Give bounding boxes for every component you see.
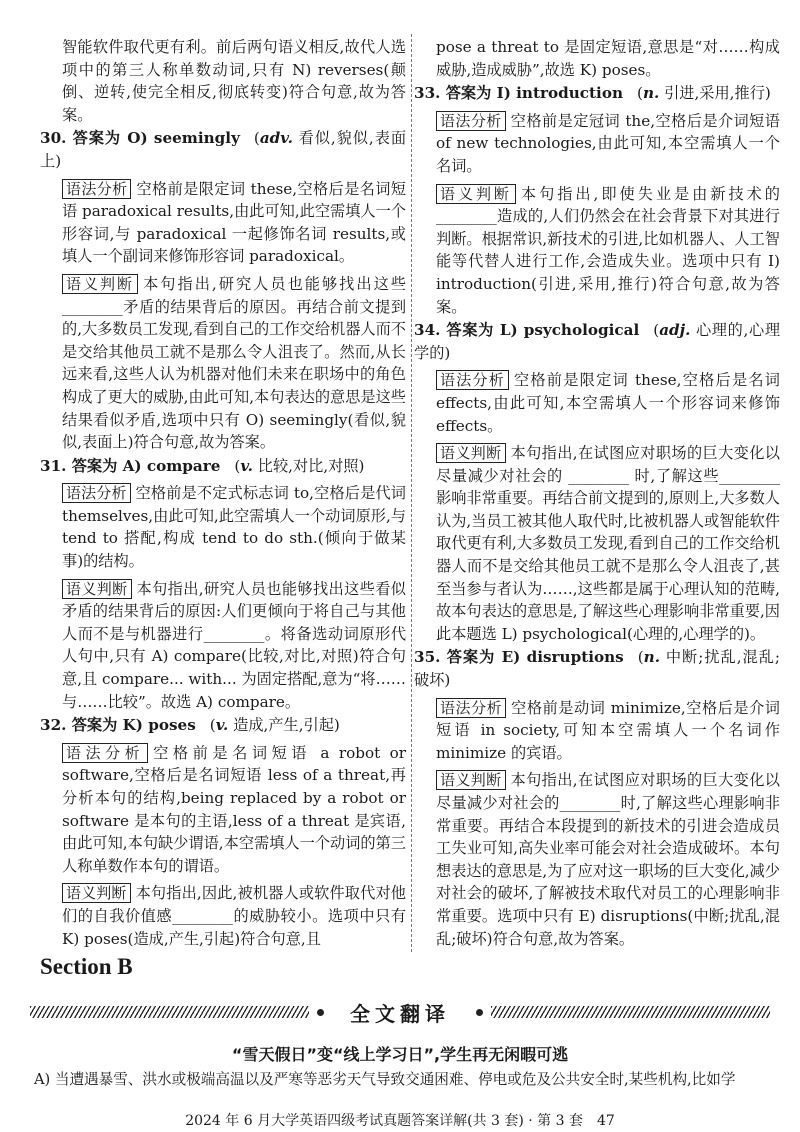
semantic-analysis [414,183,780,319]
continuation-text: 智能软件取代更有利。前后两句语义相反,故代人选项中的第三人称单数动词,只有 N) reverses(颠倒、逆转,使完全相反,彻底转变)符合句意,故为答案。 [62,38,406,124]
grammar-analysis [414,697,780,765]
answer: 答案为 K) poses [71,716,196,735]
grammar-tag: 语法分析 [62,483,131,503]
grammar-analysis [414,110,780,178]
question-number: 35. [414,648,441,667]
section-heading: Section B [40,954,133,979]
grammar-analysis [414,369,780,437]
question-32-heading: 32. 答案为 K) poses (v. 造成,产生,引起) [40,716,340,735]
grammar-analysis [40,742,406,878]
semantic-tag: 语义判断 [62,274,138,294]
semantic-tag: 语义判断 [436,443,506,463]
part-of-speech: n. [643,648,661,667]
semantic-analysis [40,273,406,454]
semantic-text: 本句指出,研究人员也能够找出这些看似矛盾的结果背后的原因:人们更倾向于将自己与其他人而不是与机器进行________。将备选动词原形代人句中,只有 A) compare(比较,对比,对照)符合句意,且 compare... with... 为固定搭配,意为“将……与……比较”。故选 A) compare。 [62,579,406,711]
gloss: 引进,采用,推行) [664,84,771,103]
column-divider [411,34,412,952]
right-column [414,36,780,950]
semantic-text: 本句指出,即使失业是由新技术的________造成的,人们仍然会在社会背景下对其进行判断。根据常识,新技术的引进,比如机器人、人工智能等代替人进行工作,会造成失业。选项中只有 I) introduction(引进,采用,推行)符合句意,故为答案。 [436,184,780,316]
grammar-text: 空格前是名词短语 a robot or software,空格后是名词短语 less of a threat,再分析本句的结构,being replaced by a robot or software 是本句的主语,less of a threat 是宾语,由此可知,本句缺少谓语,本空需填人一个动词的第三人称单数作本句的谓语。 [62,743,406,875]
question-number: 32. [40,716,67,735]
left-column [40,36,406,950]
question-33-heading: 33. 答案为 I) introduction (n. 引进,采用,推行) [414,84,771,103]
semantic-tag: 语义判断 [436,184,516,204]
question-30-heading: 30. 答案为 O) seemingly (adv. 看似,貌似,表面上) [40,129,407,170]
semantic-analysis [40,882,406,950]
page-footer: 2024 年 6 月大学英语四级考试真题答案详解(共 3 套) · 第 3 套 47 [185,1113,615,1129]
question-35-heading: 35. 答案为 E) disruptions (n. 中断;扰乱,混乱;破坏) [414,648,781,690]
semantic-text: 本句指出,在试图应对职场的巨大变化以尽量减少对社会的 ________ 时,了解这些________影响非常重要。再结合前文提到的,原则上,大多数人认为,当员工被其他人取代时,比被机器人或智能软件取代更有利,大多数员工发现,看到自己的工作交给机器人而不是交给其他员工就不是那么令人沮丧了,甚至当参与者认为……,这些都是属于心理认知的范畴,故本句表达的意思是,了解这些心理影响非常重要,因此本题选 L) psychological(心理的,心理学的)。 [436,444,780,643]
grammar-tag: 语法分析 [62,743,148,763]
answer: 答案为 I) introduction [445,84,623,103]
article-title: “雪天假日”变“线上学习日”,学生再无闲暇可逃 [231,1045,569,1064]
gloss: 中断;扰乱,混乱;破坏) [414,648,781,690]
semantic-tag: 语义判断 [62,579,132,599]
part-of-speech: v. [215,716,229,735]
answer: 答案为 O) seemingly [72,129,240,148]
grammar-analysis [40,178,406,268]
translation-banner [30,999,770,1025]
grammar-tag: 语法分析 [436,370,509,390]
grammar-text: 空格前是限定词 these,空格后是名词 effects,由此可知,本空需填人一个形容词来修饰 effects。 [436,371,780,435]
grammar-text: 空格前是动词 minimize,空格后是介词短语 in society,可知本空需填人一个名词作 minimize 的宾语。 [436,698,780,762]
bullet-dot-icon [317,1009,324,1016]
question-31-heading: 31. 答案为 A) compare (v. 比较,对比,对照) [40,456,365,475]
gloss: 心理的,心理学的) [414,321,781,362]
semantic-text: 本句指出,研究人员也能够找出这些________矛盾的结果背后的原因。再结合前文提到的,大多数员工发现,看到自己的工作交给机器人而不是交给其他员工就不是那么令人沮丧了。然而,从长远来看,这些人认为机器对他们未来在职场中的角色构成了更大的威胁,由此可知,本句表达的意思是这些结果看似矛盾,选项中只有 O) seemingly(看似,貌似,表面上)符合句意,故为答案。 [62,274,406,452]
paragraph-a: A) 当遭遇暴雪、洪水或极端高温以及严寒等恶劣天气导致交通困难、停电或危及公共安全时,某些机构,比如学 [34,1071,736,1088]
continuation-text: pose a threat to 是固定短语,意思是“对……构成威胁,造成威胁”,故选 K) poses。 [436,38,780,79]
gloss: 造成,产生,引起) [233,716,340,735]
semantic-analysis [414,769,780,950]
part-of-speech: adv. [259,129,293,148]
grammar-text: 空格前是限定词 these,空格后是名词短语 paradoxical results,由此可知,此空需填人一个形容词,与 paradoxical 一起修饰名词 results,或填人一个副词来修饰形容词 paradoxical。 [62,179,406,266]
gloss: 比较,对比,对照) [257,456,365,475]
question-number: 34. [414,321,441,340]
semantic-analysis [40,578,406,714]
question-number: 31. [40,456,67,475]
grammar-tag: 语法分析 [62,179,131,199]
grammar-text: 空格前是不定式标志词 to,空格后是代词 themselves,由此可知,此空需填人一个动词原形,与 tend to 搭配,构成 tend to do sth.(倾向于做某事)的结构。 [62,484,406,571]
semantic-text: 本句指出,因此,被机器人或软件取代对他们的自我价值感________的威胁较小。选项中只有 K) poses(造成,产生,引起)符合句意,且 [62,884,406,948]
question-34-heading: 34. 答案为 L) psychological (adj. 心理的,心理学的) [414,321,781,362]
bullet-dot-icon [476,1009,483,1016]
question-number: 33. [414,84,441,103]
grammar-text: 空格前是定冠词 the,空格后是介词短语 of new technologies,由此可知,本空需填人一个名词。 [436,111,780,175]
banner-title: 全文翻译 [350,1001,450,1026]
grammar-tag: 语法分析 [436,698,506,718]
answer: 答案为 A) compare [71,456,221,475]
answer: 答案为 E) disruptions [446,648,624,667]
semantic-tag: 语义判断 [62,883,131,903]
part-of-speech: adj. [659,321,691,340]
part-of-speech: v. [240,456,253,475]
answer: 答案为 L) psychological [446,321,640,340]
part-of-speech: n. [642,84,660,103]
gloss: 看似,貌似,表面上) [40,129,407,170]
semantic-analysis [414,442,780,645]
semantic-tag: 语义判断 [436,770,506,790]
semantic-text: 本句指出,在试图应对职场的巨大变化以尽量减少对社会的________时,了解这些心理影响非常重要。再结合本段提到的新技术的引进会造成员工失业可知,高失业率可能会对社会造成破坏。本句想表达的意思是,为了应对这一职场的巨大变化,减少对社会的破坏,了解被技术取代对员工的心理影响非常重要。选项中只有 E) disruptions(中断;扰乱,混乱;破坏)符合句意,故为答案。 [436,771,780,948]
grammar-tag: 语法分析 [436,111,506,131]
question-number: 30. [40,129,67,148]
hatch-decoration [491,1006,770,1018]
hatch-decoration [30,1006,309,1018]
grammar-analysis [40,482,406,572]
